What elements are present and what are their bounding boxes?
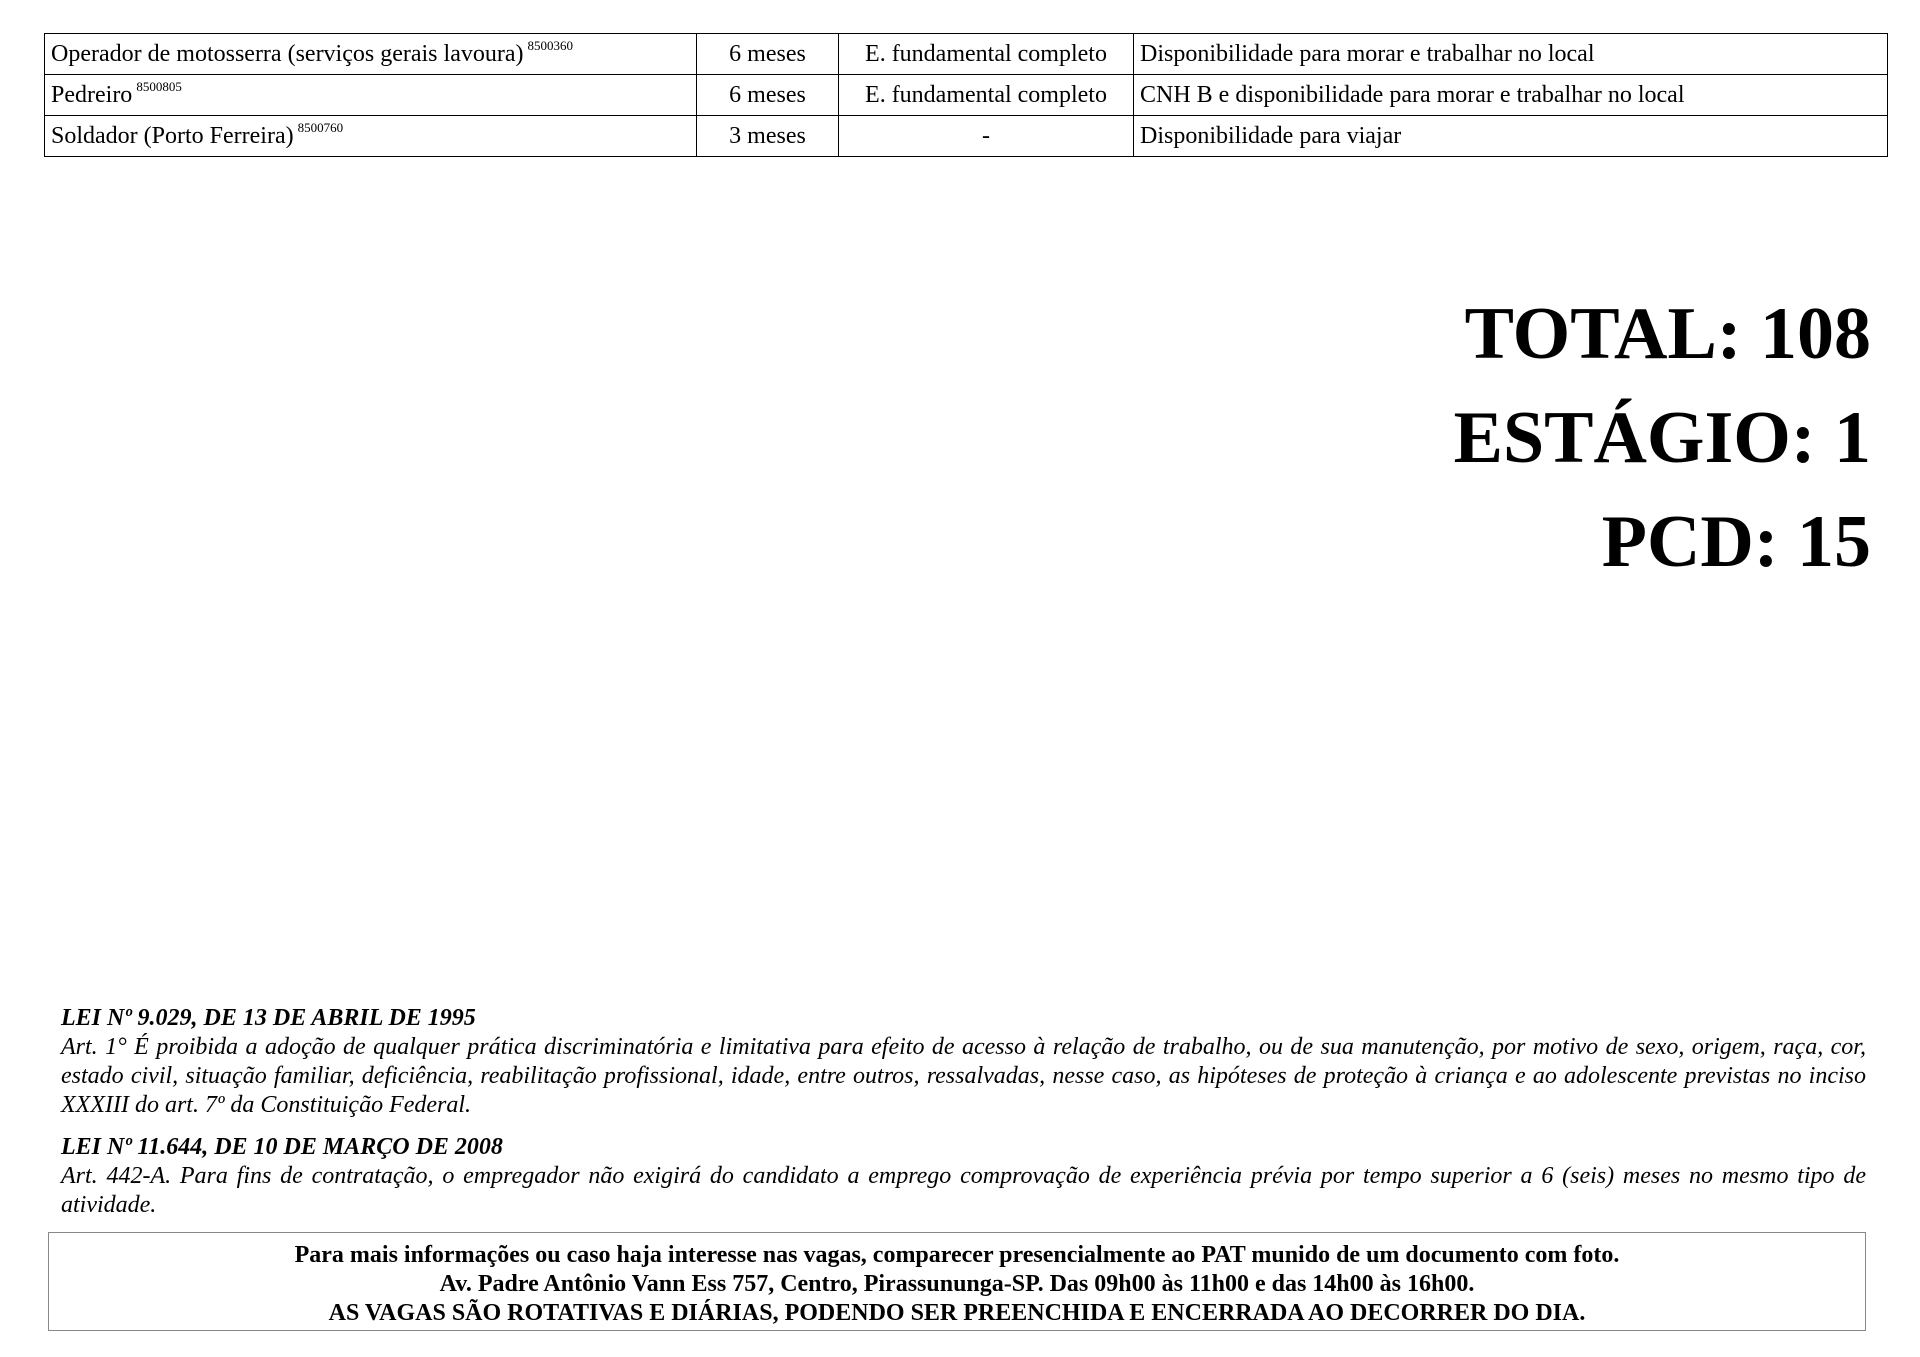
total-count: TOTAL: 108 <box>1464 293 1871 375</box>
law-text: Art. 1° É proibida a adoção de qualquer prática discriminatória e limitativa para efeito de acesso à relação de trabalho, ou de sua manutenção, por motivo de sexo, origem, raça, cor, estado civil, situação familiar, deficiência, reabilitação profissional, idade, entre outros, ressalvadas, nesse caso, as hipóteses de proteção à criança e ao adolescente previstas no inciso XXXIII do art. 7º da Constituição Federal. <box>61 1034 1866 1118</box>
job-title: Pedreiro <box>51 82 133 108</box>
job-experience: 6 meses <box>697 34 839 75</box>
info-notice: AS VAGAS SÃO ROTATIVAS E DIÁRIAS, PODENDO SER PREENCHIDA E ENCERRADA AO DECORRER DO DIA. <box>328 1300 1586 1326</box>
law-section <box>61 1133 1866 1220</box>
law-section <box>61 1004 1866 1120</box>
law-text: Art. 442-A. Para fins de contratação, o empregador não exigirá do candidato a emprego comprovação de experiência prévia por tempo superior a 6 (seis) meses no mesmo tipo de atividade. <box>61 1163 1866 1218</box>
job-code: 8500805 <box>136 79 182 94</box>
jobs-table <box>44 33 1888 157</box>
estagio-count: ESTÁGIO: 1 <box>1453 397 1871 479</box>
job-education: - <box>839 116 1134 157</box>
job-requirements: Disponibilidade para morar e trabalhar no local <box>1134 34 1888 75</box>
job-code: 8500360 <box>527 38 573 53</box>
job-code: 8500760 <box>297 120 344 135</box>
totals-summary <box>1454 282 1871 594</box>
info-address: Av. Padre Antônio Vann Ess 757, Centro, Pirassununga-SP. Das 09h00 às 11h00 e das 14h00 às 16h00. <box>439 1271 1475 1297</box>
job-title-cell <box>45 34 697 75</box>
pcd-count: PCD: 15 <box>1601 501 1871 583</box>
job-education: E. fundamental completo <box>839 34 1134 75</box>
job-title: Soldador (Porto Ferreira) <box>51 123 294 149</box>
table-row <box>45 116 1888 157</box>
law-title: LEI Nº 9.029, DE 13 DE ABRIL DE 1995 <box>61 1005 476 1031</box>
job-experience: 6 meses <box>697 75 839 116</box>
table-row <box>45 34 1888 75</box>
table-row <box>45 75 1888 116</box>
job-education: E. fundamental completo <box>839 75 1134 116</box>
job-requirements: Disponibilidade para viajar <box>1134 116 1888 157</box>
job-title: Operador de motosserra (serviços gerais lavoura) <box>51 41 524 67</box>
job-title-cell <box>45 116 697 157</box>
info-box <box>48 1232 1866 1331</box>
law-title: LEI Nº 11.644, DE 10 DE MARÇO DE 2008 <box>61 1134 503 1160</box>
job-experience: 3 meses <box>697 116 839 157</box>
job-title-cell <box>45 75 697 116</box>
info-line: Para mais informações ou caso haja interesse nas vagas, comparecer presencialmente ao PAT munido de um documento com foto. <box>294 1242 1620 1268</box>
job-requirements: CNH B e disponibilidade para morar e trabalhar no local <box>1134 75 1888 116</box>
